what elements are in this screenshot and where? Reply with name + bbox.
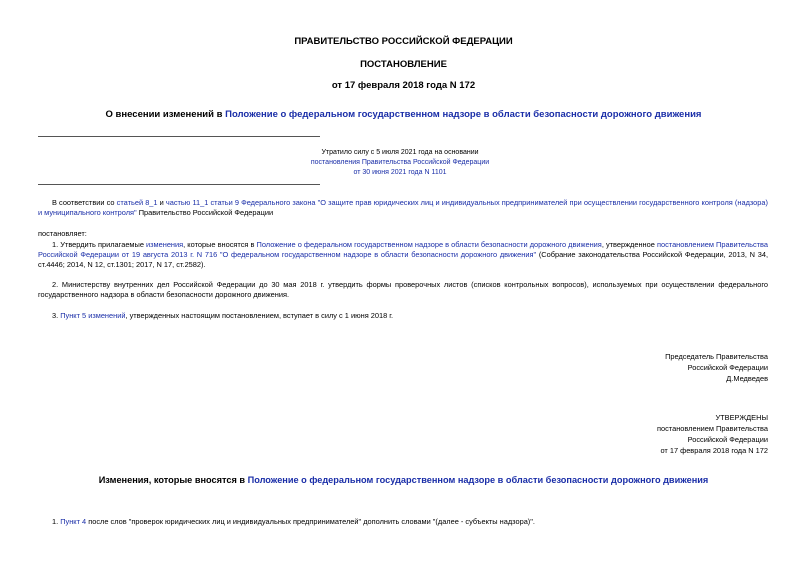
intro-link-article-8-1[interactable]: статьей 8_1 [116,198,158,207]
intro-text-1: В соответствии со [52,198,117,207]
changes-title-prefix: Изменения, которые вносятся в [98,475,248,485]
p1-text-1: 1. Утвердить прилагаемые [52,240,147,249]
decree-word: постановляет: [38,229,87,238]
approval-line2: постановлением Правительства [657,424,768,433]
item1-link-item-4[interactable]: Пункт 4 [60,517,87,526]
item1-text-2: после слов "проверок юридических лиц и индивидуальных предпринимателей" дополнить словами "(далее - субъекты надзора)". [86,517,535,526]
signature-line1: Председатель Правительства [665,352,768,361]
repeal-note-link-date[interactable]: от 30 июня 2021 года N 1101 [353,169,447,176]
title-prefix: О внесении изменений в [105,109,226,120]
intro-text-3: Правительство Российской Федерации [136,208,274,217]
p1-text-4: (Собрание законодательства Российской Федерации, 2013, N 34, ст.4446; 2014, N 12, ст.1301; 2017, N 17, ст.2582). [38,250,768,269]
signature-name: Д.Медведев [726,374,768,383]
p3-link-item-5[interactable]: Пункт 5 изменений [60,311,126,320]
changes-title-link[interactable]: Положение о федеральном государственном надзоре в области безопасности дорожного движения [247,475,709,485]
p1-text-2: , которые вносятся в [183,240,257,249]
repeal-note-line1: Утратило силу с 5 июля 2021 года на основании [321,149,479,156]
title-link[interactable]: Положение о федеральном государственном надзоре в области безопасности дорожного движения [225,109,702,120]
signature-line2: Российской Федерации [687,363,768,372]
approval-line1: УТВЕРЖДЕНЫ [715,413,768,422]
paragraph-3 [38,311,768,321]
p1-link-decree-716[interactable]: постановлением Правительства Российской Федерации от 19 августа 2013 г. N 716 "О федеральном государственном надзоре в области безопасности дорожного движения" [38,240,768,259]
doc-type-heading: ПОСТАНОВЛЕНИЕ [360,59,447,70]
approval-block [657,412,768,456]
p3-text-1: 3. [52,311,61,320]
paragraph-2: 2. Министерству внутренних дел Российской Федерации до 30 мая 2018 г. утвердить формы проверочных листов (списков контрольных вопросов), используемых при осуществлении федерального государственного надзора в области безопасности дорожного движения. [38,280,768,299]
divider-top [38,136,320,137]
paragraph-1 [38,240,768,270]
divider-bottom [38,184,320,185]
signature-block [665,351,768,384]
p3-text-2: , утвержденных настоящим постановлением, вступает в силу с 1 июня 2018 г. [125,311,394,320]
approval-line3: Российской Федерации [687,435,768,444]
changes-item-1 [38,517,768,527]
approval-line4: от 17 февраля 2018 года N 172 [660,446,768,455]
intro-text-2: и [157,198,166,207]
p1-text-3: , утвержденное [601,240,657,249]
changes-title [0,475,807,485]
intro-paragraph [38,198,768,218]
item1-text-1: 1. [52,517,61,526]
document-title [0,109,807,120]
p1-link-regulation[interactable]: Положение о федеральном государственном надзоре в области безопасности дорожного движения [256,240,602,249]
org-heading: ПРАВИТЕЛЬСТВО РОССИЙСКОЙ ФЕДЕРАЦИИ [294,36,513,47]
doc-date-heading: от 17 февраля 2018 года N 172 [331,80,476,91]
intro-link-federal-law[interactable]: частью 11_1 статьи 9 Федерального закона "О защите прав юридических лиц и индивидуальных предпринимателей при осуществлении государственного контроля (надзора) и муниципального контроля" [38,198,768,217]
repeal-note [300,148,500,178]
p1-link-changes[interactable]: изменения [146,240,184,249]
repeal-note-link[interactable]: постановления Правительства Российской Федерации [310,159,490,166]
